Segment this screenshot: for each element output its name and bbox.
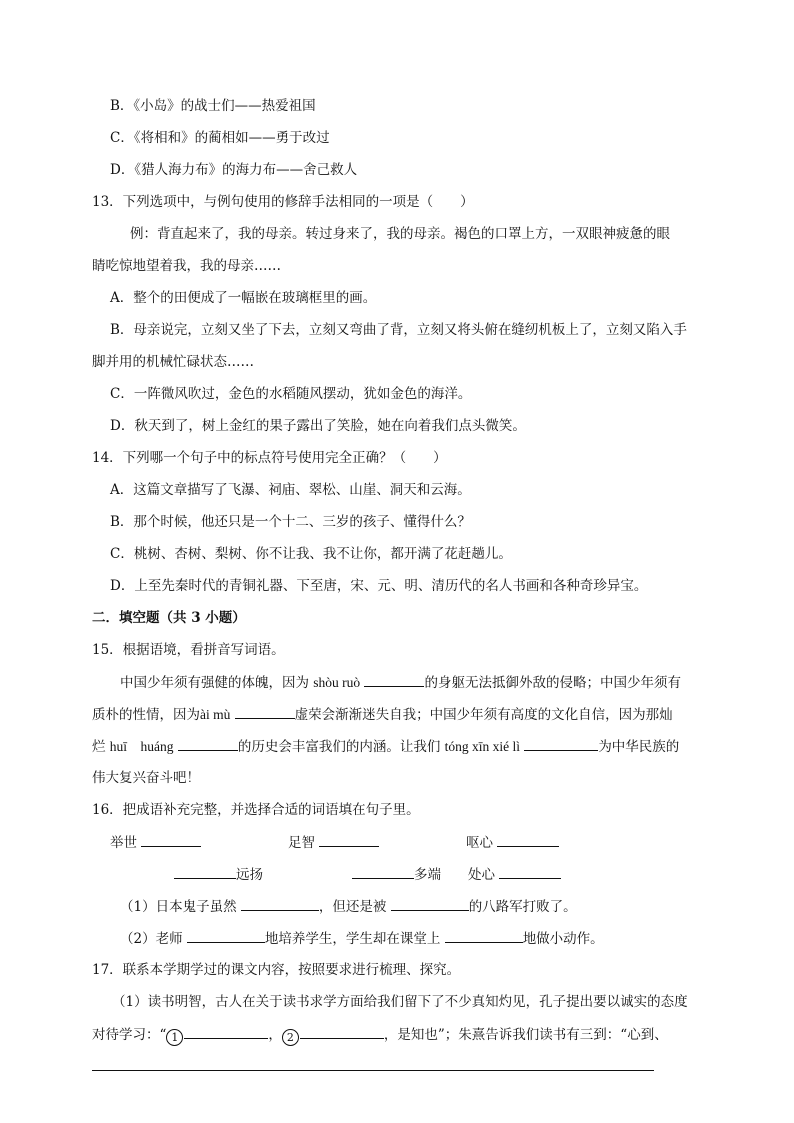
q12-option-b: B．《小岛》的战士们——热爱祖国 — [110, 98, 316, 114]
circled-number: 2 — [282, 1029, 299, 1046]
sentence-text: 地做小动作。 — [522, 931, 604, 947]
q16-idiom-3 — [466, 832, 559, 853]
q16-idiom-1 — [110, 832, 201, 853]
q15-stem: 15．根据语境，看拼音写词语。 — [92, 642, 285, 658]
answer-blank[interactable] — [319, 832, 379, 847]
q13-stem: 13．下列选项中，与例句使用的修辞手法相同的一项是（ ） — [92, 194, 474, 210]
answer-blank[interactable] — [445, 928, 523, 943]
section-fill-in-title: 二．填空题（共 3 小题） — [92, 610, 246, 626]
q15-text: 烂 — [92, 739, 110, 755]
q13-option-a: A．整个的田便成了一幅嵌在玻璃框里的画。 — [110, 290, 377, 306]
q16-idiom-5 — [352, 864, 441, 885]
answer-blank[interactable] — [352, 864, 414, 879]
answer-blank[interactable] — [184, 1024, 268, 1039]
idiom-text: 足智 — [288, 835, 315, 851]
q14-option-d: D．上至先秦时代的青铜礼器、下至唐，宋、元、明、清历代的名人书画和各种奇珍异宝。 — [110, 578, 648, 594]
circled-number: 1 — [166, 1029, 183, 1046]
q12-option-d: D．《猎人海力布》的海力布——舍己救人 — [110, 162, 358, 178]
q15-line4: 伟大复兴奋斗吧！ — [92, 770, 200, 786]
q15-line2 — [92, 704, 673, 725]
sentence-text: 的八路军打败了。 — [468, 899, 577, 915]
answer-blank[interactable] — [300, 1024, 384, 1039]
q12-option-c: C．《将相和》的蔺相如——勇于改过 — [110, 130, 330, 146]
q15-text: 质朴的性情，因为 — [92, 707, 200, 723]
q14-option-c: C．桃树、杏树、梨树、你不让我、我不让你，都开满了花赶趟儿。 — [110, 546, 512, 562]
answer-blank[interactable] — [235, 704, 295, 719]
q13-option-c: C．一阵微风吹过，金色的水稻随风摆动，犹如金色的海洋。 — [110, 386, 472, 402]
q16-idiom-4 — [174, 864, 263, 885]
q14-option-b: B．那个时候，他还只是一个十二、三岁的孩子、懂得什么？ — [110, 514, 471, 530]
answer-blank[interactable] — [524, 736, 598, 751]
idiom-text: 多端 — [414, 867, 441, 883]
q13-option-b-cont: 脚并用的机械忙碌状态…… — [92, 354, 254, 370]
sentence-text: 对待学习：“ — [92, 1027, 167, 1043]
idiom-text: 呕心 — [466, 835, 493, 851]
answer-blank[interactable] — [497, 832, 559, 847]
footer-rule — [92, 1070, 654, 1071]
idiom-text: 举世 — [110, 835, 137, 851]
idiom-text: 远扬 — [236, 867, 263, 883]
answer-blank[interactable] — [141, 832, 201, 847]
q16-idiom-6 — [468, 864, 561, 885]
q16-sentence-2 — [120, 928, 604, 949]
pinyin: ài mù — [200, 707, 231, 722]
answer-blank[interactable] — [174, 864, 236, 879]
q16-sentence-1 — [120, 896, 577, 917]
q15-line3 — [92, 736, 679, 757]
sentence-text: （1）日本鬼子虽然 — [120, 899, 241, 915]
q13-example-line2: 睛吃惊地望着我，我的母亲…… — [92, 258, 281, 274]
answer-blank[interactable] — [499, 864, 561, 879]
sentence-text: ，但还是被 — [318, 899, 391, 915]
q13-example-line1: 例：背直起来了，我的母亲。转过身来了，我的母亲。褐色的口罩上方，一双眼神疲惫的眼 — [130, 226, 670, 242]
sentence-text: ，是知也”；朱熹告诉我们读书有三到：“心到、 — [383, 1027, 668, 1043]
q14-stem: 14．下列哪一个句子中的标点符号使用完全正确？（ ） — [92, 450, 447, 466]
q13-option-d: D．秋天到了，树上金红的果子露出了笑脸，她在向着我们点头微笑。 — [110, 418, 526, 434]
answer-blank[interactable] — [364, 672, 424, 687]
q17-part1-line1: （1）读书明智，古人在关于读书求学方面给我们留下了不少真知灼见，孔子提出要以诚实的态度 — [112, 994, 688, 1010]
q15-line1 — [120, 672, 681, 693]
answer-blank[interactable] — [178, 736, 238, 751]
q13-option-b: B．母亲说完，立刻又坐了下去，立刻又弯曲了背，立刻又将头俯在缝纫机板上了，立刻又陷入手 — [110, 322, 687, 338]
q14-option-a: A．这篇文章描写了飞瀑、祠庙、翠松、山崖、洞天和云海。 — [110, 482, 471, 498]
sentence-text: 地培养学生，学生却在课堂上 — [264, 931, 445, 947]
sentence-text: （2）老师 — [120, 931, 187, 947]
idiom-text: 处心 — [468, 867, 495, 883]
pinyin: shòu ruò — [313, 675, 361, 690]
q16-stem: 16．把成语补充完整，并选择合适的词语填在句子里。 — [92, 802, 420, 818]
q15-text: 虚荣会渐渐迷失自我；中国少年须有高度的文化自信，因为那灿 — [294, 707, 673, 723]
sentence-text: ， — [268, 1027, 282, 1043]
answer-blank[interactable] — [187, 928, 265, 943]
answer-blank[interactable] — [241, 896, 319, 911]
q15-text: 为中华民族的 — [598, 739, 680, 755]
q17-part1-line2 — [92, 1024, 668, 1046]
q15-text: 中国少年须有强健的体魄，因为 — [120, 675, 314, 691]
q15-text: 的历史会丰富我们的内涵。让我们 — [237, 739, 445, 755]
q15-text: 的身躯无法抵御外敌的侵略；中国少年须有 — [424, 675, 681, 691]
q17-stem: 17．联系本学期学过的课文内容，按照要求进行梳理、探究。 — [92, 962, 461, 978]
answer-blank[interactable] — [391, 896, 469, 911]
pinyin: tóng xīn xié lì — [444, 739, 521, 754]
pinyin: huī huáng — [109, 739, 174, 754]
q16-idiom-2 — [288, 832, 379, 853]
